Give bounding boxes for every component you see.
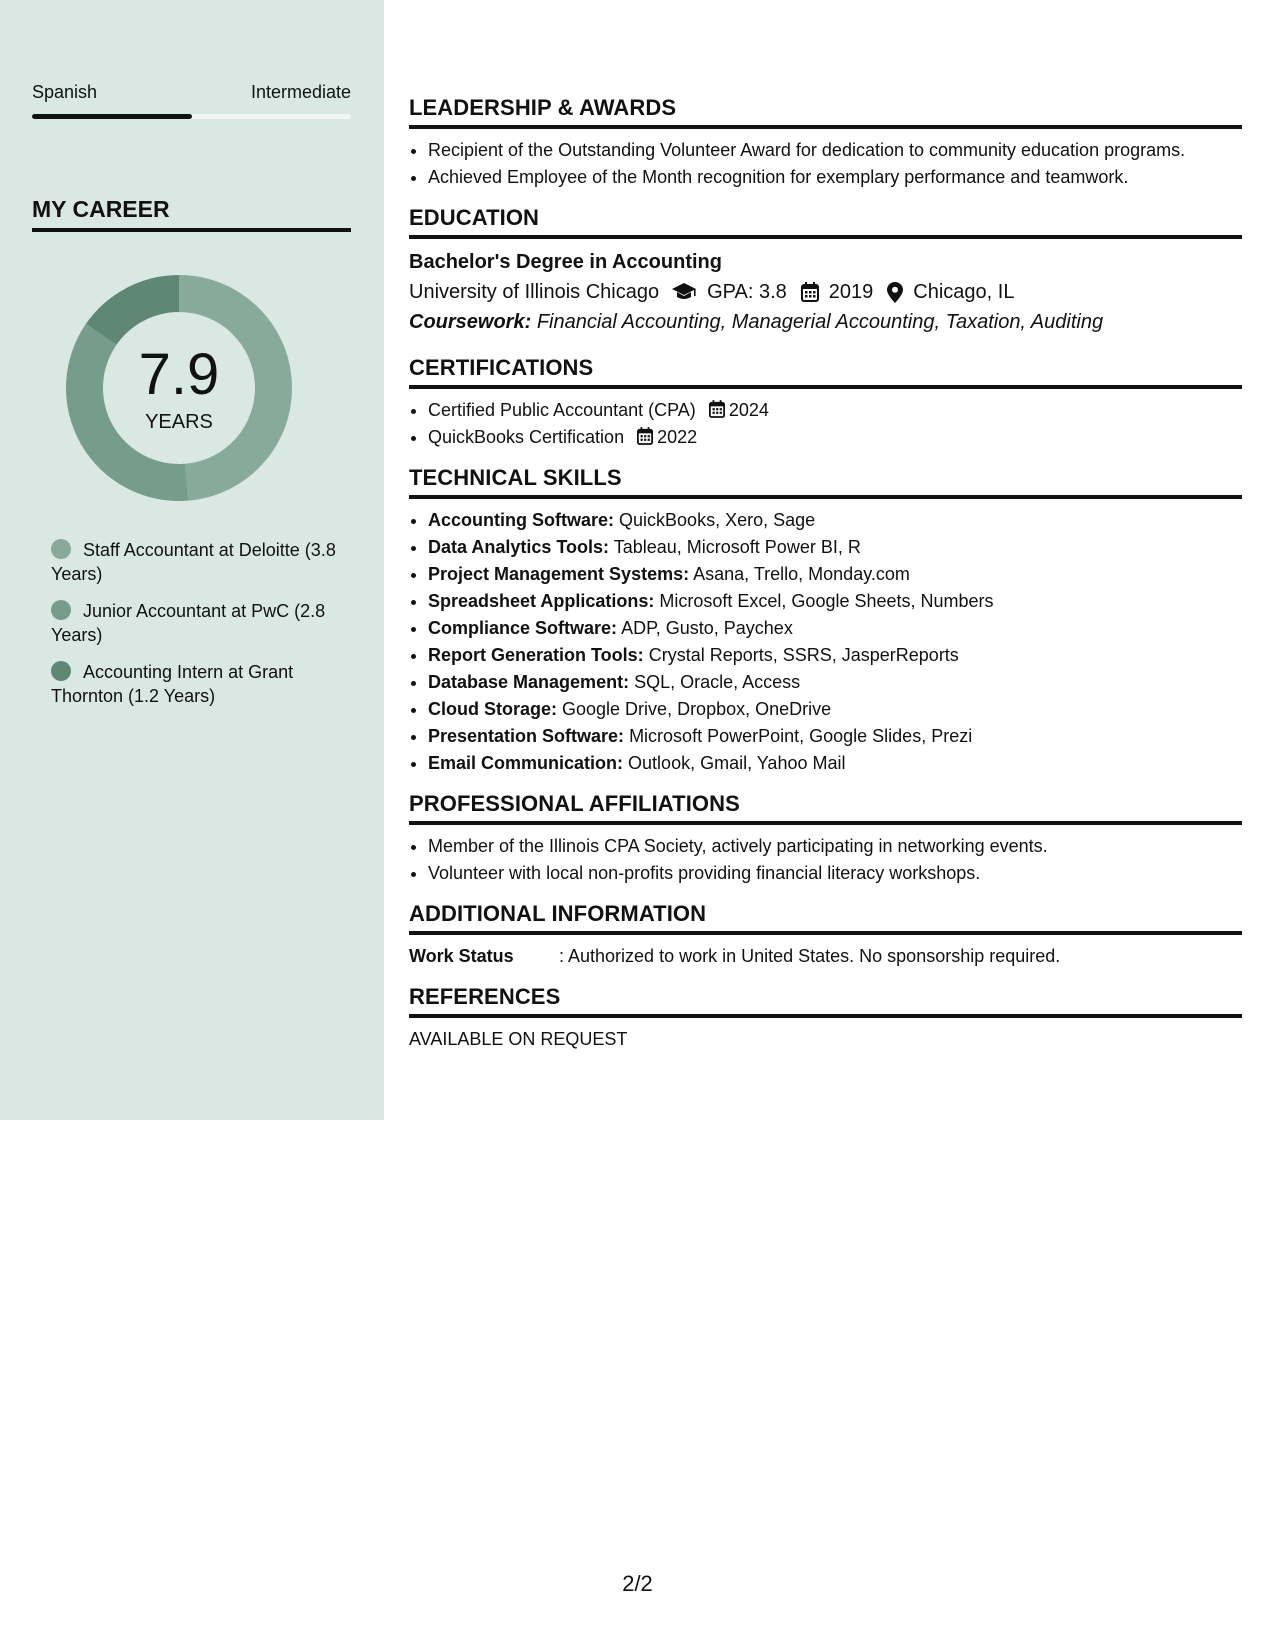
career-total-value: 7.9 xyxy=(138,342,220,407)
skill-value: Asana, Trello, Monday.com xyxy=(693,564,910,584)
language-proficiency-bar xyxy=(32,114,351,119)
skill-label: Presentation Software: xyxy=(428,726,625,746)
education-location: Chicago, IL xyxy=(913,281,1015,303)
leadership-item: • Achieved Employee of the Month recognition for exemplary performance and teamwork. xyxy=(428,164,1242,191)
legend-dot-icon xyxy=(51,600,71,620)
language-proficiency-fill xyxy=(32,114,192,119)
education-year: 2019 xyxy=(828,281,874,303)
leadership-title: LEADERSHIP & AWARDS xyxy=(409,95,1242,129)
education-coursework xyxy=(409,307,1242,337)
skill-item xyxy=(428,750,1242,777)
skill-value: QuickBooks, Xero, Sage xyxy=(619,510,816,530)
skill-value: Tableau, Microsoft Power BI, R xyxy=(613,537,861,557)
education-school: University of Illinois Chicago xyxy=(409,281,660,303)
affiliation-item: • Volunteer with local non-profits providing financial literacy workshops. xyxy=(428,860,1242,887)
career-legend-label: Accounting Intern at Grant Thornton (1.2 Years) xyxy=(51,662,294,706)
education-details xyxy=(409,277,1242,307)
calendar-icon xyxy=(801,282,819,302)
career-total-unit: YEARS xyxy=(145,411,213,433)
skill-label: Compliance Software: xyxy=(428,618,618,638)
work-status-label: Work Status xyxy=(409,946,514,966)
certification-item xyxy=(428,424,1242,451)
skill-value: Microsoft Excel, Google Sheets, Numbers xyxy=(659,591,994,611)
skill-label: Report Generation Tools: xyxy=(428,645,644,665)
skill-item xyxy=(428,723,1242,750)
skill-label: Data Analytics Tools: xyxy=(428,537,610,557)
certification-item xyxy=(428,397,1242,424)
career-legend-label: Junior Accountant at PwC (2.8 Years) xyxy=(51,601,326,645)
skill-value: Google Drive, Dropbox, OneDrive xyxy=(562,699,832,719)
skill-label: Email Communication: xyxy=(428,753,624,773)
legend-dot-icon xyxy=(51,539,71,559)
affiliations-list xyxy=(409,833,1242,887)
location-pin-icon xyxy=(887,282,903,303)
skill-label: Project Management Systems: xyxy=(428,564,690,584)
skill-label: Spreadsheet Applications: xyxy=(428,591,655,611)
skills-title: TECHNICAL SKILLS xyxy=(409,465,1242,499)
skill-value: ADP, Gusto, Paychex xyxy=(621,618,793,638)
skill-value: SQL, Oracle, Access xyxy=(634,672,801,692)
affiliations-title: PROFESSIONAL AFFILIATIONS xyxy=(409,791,1242,825)
language-row xyxy=(32,82,351,103)
leadership-item: • Recipient of the Outstanding Volunteer Award for dedication to community education programs. xyxy=(428,137,1242,164)
skill-value: Outlook, Gmail, Yahoo Mail xyxy=(628,753,846,773)
career-title: MY CAREER xyxy=(32,196,351,232)
education-gpa: GPA: 3.8 xyxy=(707,281,787,303)
skill-label: Accounting Software: xyxy=(428,510,615,530)
certification-name: Certified Public Accountant (CPA) xyxy=(428,400,696,420)
work-status-row xyxy=(409,943,1242,970)
certification-name: QuickBooks Certification xyxy=(428,427,625,447)
affiliation-item: • Member of the Illinois CPA Society, actively participating in networking events. xyxy=(428,833,1242,860)
certification-year: 2024 xyxy=(728,400,769,420)
career-legend-label: Staff Accountant at Deloitte (3.8 Years) xyxy=(51,540,336,584)
coursework-value: Financial Accounting, Managerial Accounting, Taxation, Auditing xyxy=(536,311,1104,333)
calendar-icon xyxy=(709,400,725,418)
certifications-title: CERTIFICATIONS xyxy=(409,355,1242,389)
skill-item xyxy=(428,615,1242,642)
career-legend-item xyxy=(51,538,351,586)
skill-item xyxy=(428,561,1242,588)
calendar-icon xyxy=(637,427,653,445)
leadership-list xyxy=(409,137,1242,191)
references-text: AVAILABLE ON REQUEST xyxy=(409,1029,628,1049)
skill-label: Cloud Storage: xyxy=(428,699,557,719)
skill-label: Database Management: xyxy=(428,672,630,692)
main-content xyxy=(409,95,1242,1053)
references-title: REFERENCES xyxy=(409,984,1242,1018)
language-level: Intermediate xyxy=(250,82,351,102)
skill-item xyxy=(428,588,1242,615)
certifications-list xyxy=(409,397,1242,451)
skill-item xyxy=(428,642,1242,669)
coursework-label: Coursework: xyxy=(409,311,532,333)
language-name: Spanish xyxy=(32,82,98,102)
education-title: EDUCATION xyxy=(409,205,1242,239)
legend-dot-icon xyxy=(51,661,71,681)
additional-info-title: ADDITIONAL INFORMATION xyxy=(409,901,1242,935)
skills-list xyxy=(409,507,1242,777)
skill-item xyxy=(428,534,1242,561)
work-status-value: : Authorized to work in United States. No sponsorship required. xyxy=(559,946,1061,966)
graduation-cap-icon xyxy=(671,282,697,302)
education-degree: Bachelor's Degree in Accounting xyxy=(409,251,722,273)
sidebar xyxy=(0,0,384,1120)
skill-item xyxy=(428,696,1242,723)
skill-item xyxy=(428,507,1242,534)
skill-value: Crystal Reports, SSRS, JasperReports xyxy=(648,645,959,665)
skill-value: Microsoft PowerPoint, Google Slides, Prezi xyxy=(629,726,973,746)
career-legend xyxy=(51,538,351,721)
certification-year: 2022 xyxy=(657,427,698,447)
career-legend-item xyxy=(51,599,351,647)
skill-item xyxy=(428,669,1242,696)
career-legend-item xyxy=(51,660,351,708)
page-number: 2/2 xyxy=(622,1571,653,1596)
